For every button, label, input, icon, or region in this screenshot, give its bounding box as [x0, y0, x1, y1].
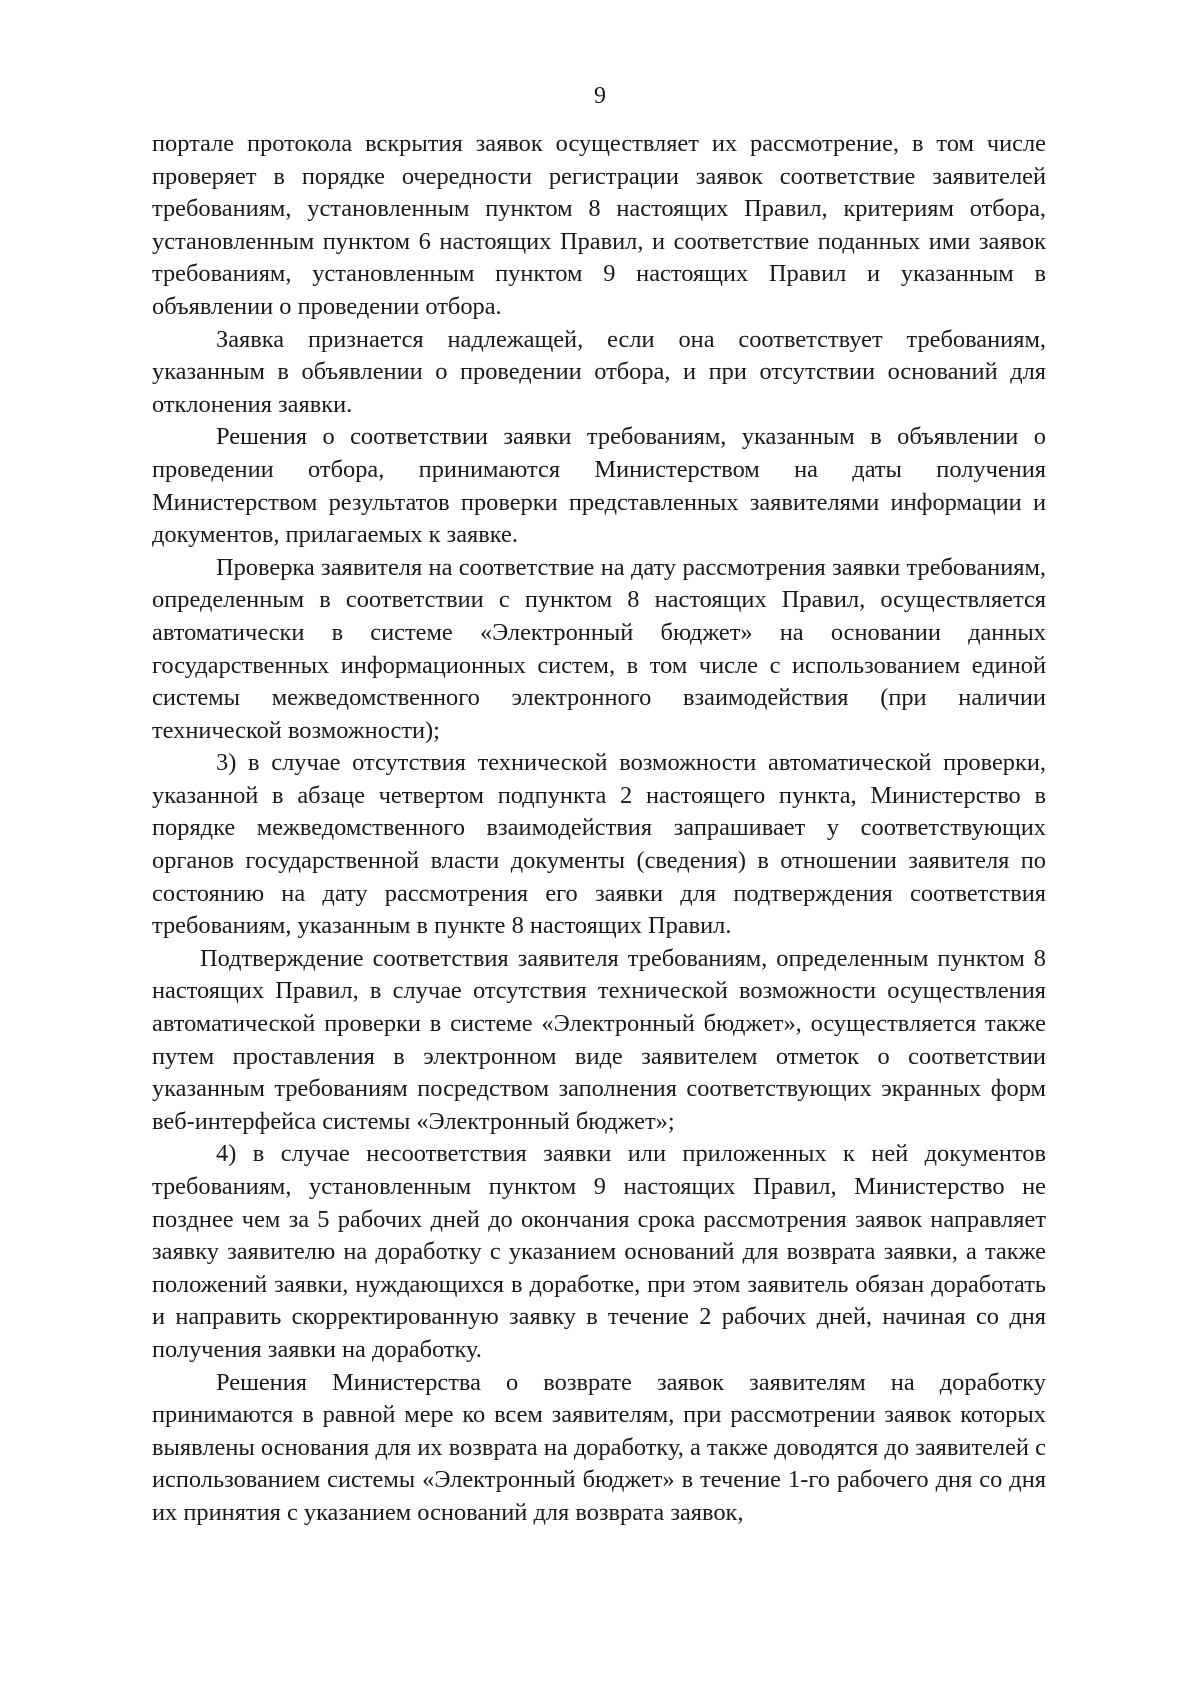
paragraph-4: Проверка заявителя на соответствие на дату рассмотрения заявки требованиям, определенным в соответствии с пунктом 8 настоящих Правил, осуществляется автоматически в системе «Электронный бюджет» на основании данных государственных информационных систем, в том числе с использованием единой системы межведомственного электронного взаимодействия (при наличии технической возможности);: [152, 553, 1046, 744]
paragraph-8: Решения Министерства о возврате заявок заявителям на доработку принимаются в равной мере ко всем заявителям, при рассмотрении заявок которых выявлены основания для их возврата на доработку, а также доводятся до заявителей с использованием системы «Электронный бюджет» в течение 1-го рабочего дня со дня их принятия с указанием оснований для возврата заявок,: [152, 1368, 1046, 1526]
paragraph-2: Заявка признается надлежащей, если она соответствует требованиям, указанным в объявлении о проведении отбора, и при отсутствии оснований для отклонения заявки.: [152, 325, 1046, 418]
paragraph-3: Решения о соответствии заявки требованиям, указанным в объявлении о проведении отбора, принимаются Министерством на даты получения Министерством результатов проверки представленных заявителями информации и документов, прилагаемых к заявке.: [152, 423, 1046, 549]
paragraph-1: порталe протокола вскрытия заявок осуществляет их рассмотрение, в том числе проверяет в порядке очередности регистрации заявок соответствие заявителей требованиям, установленным пунктом 8 настоящих Правил, критериям отбора, установленным пунктом 6 настоящих Правил, и соответствие поданных ими заявок требованиям, установленным пунктом 9 настоящих Правил и указанным в объявлении о проведении отбора.: [152, 130, 1046, 320]
paragraph-7: 4) в случае несоответствия заявки или приложенных к ней документов требованиям, установленным пунктом 9 настоящих Правил, Министерство не позднее чем за 5 рабочих дней до окончания срока рассмотрения заявок направляет заявку заявителю на доработку с указанием оснований для возврата заявки, а также положений заявки, нуждающихся в доработке, при этом заявитель обязан доработать и направить скорректированную заявку в течение 2 рабочих дней, начиная со дня получения заявки на доработку.: [152, 1140, 1046, 1363]
page-number: 9: [594, 83, 606, 109]
paragraph-6: Подтверждение соответствия заявителя требованиям, определенным пунктом 8 настоящих Правил, в случае отсутствия технической возможности осуществления автоматической проверки в системе «Электронный бюджет», осуществляется также путем проставления в электронном виде заявителем отметок о соответствии указанным требованиям посредством заполнения соответствующих экранных форм веб-интерфейса системы «Электронный бюджет»;: [152, 944, 1046, 1135]
document-body: [152, 128, 1046, 1530]
paragraph-5: 3) в случае отсутствия технической возможности автоматической проверки, указанной в абзаце четвертом подпункта 2 настоящего пункта, Министерство в порядке межведомственного взаимодействия запрашивает у соответствующих органов государственной власти документы (сведения) в отношении заявителя по состоянию на дату рассмотрения его заявки для подтверждения соответствия требованиям, указанным в пункте 8 настоящих Правил.: [152, 749, 1046, 940]
